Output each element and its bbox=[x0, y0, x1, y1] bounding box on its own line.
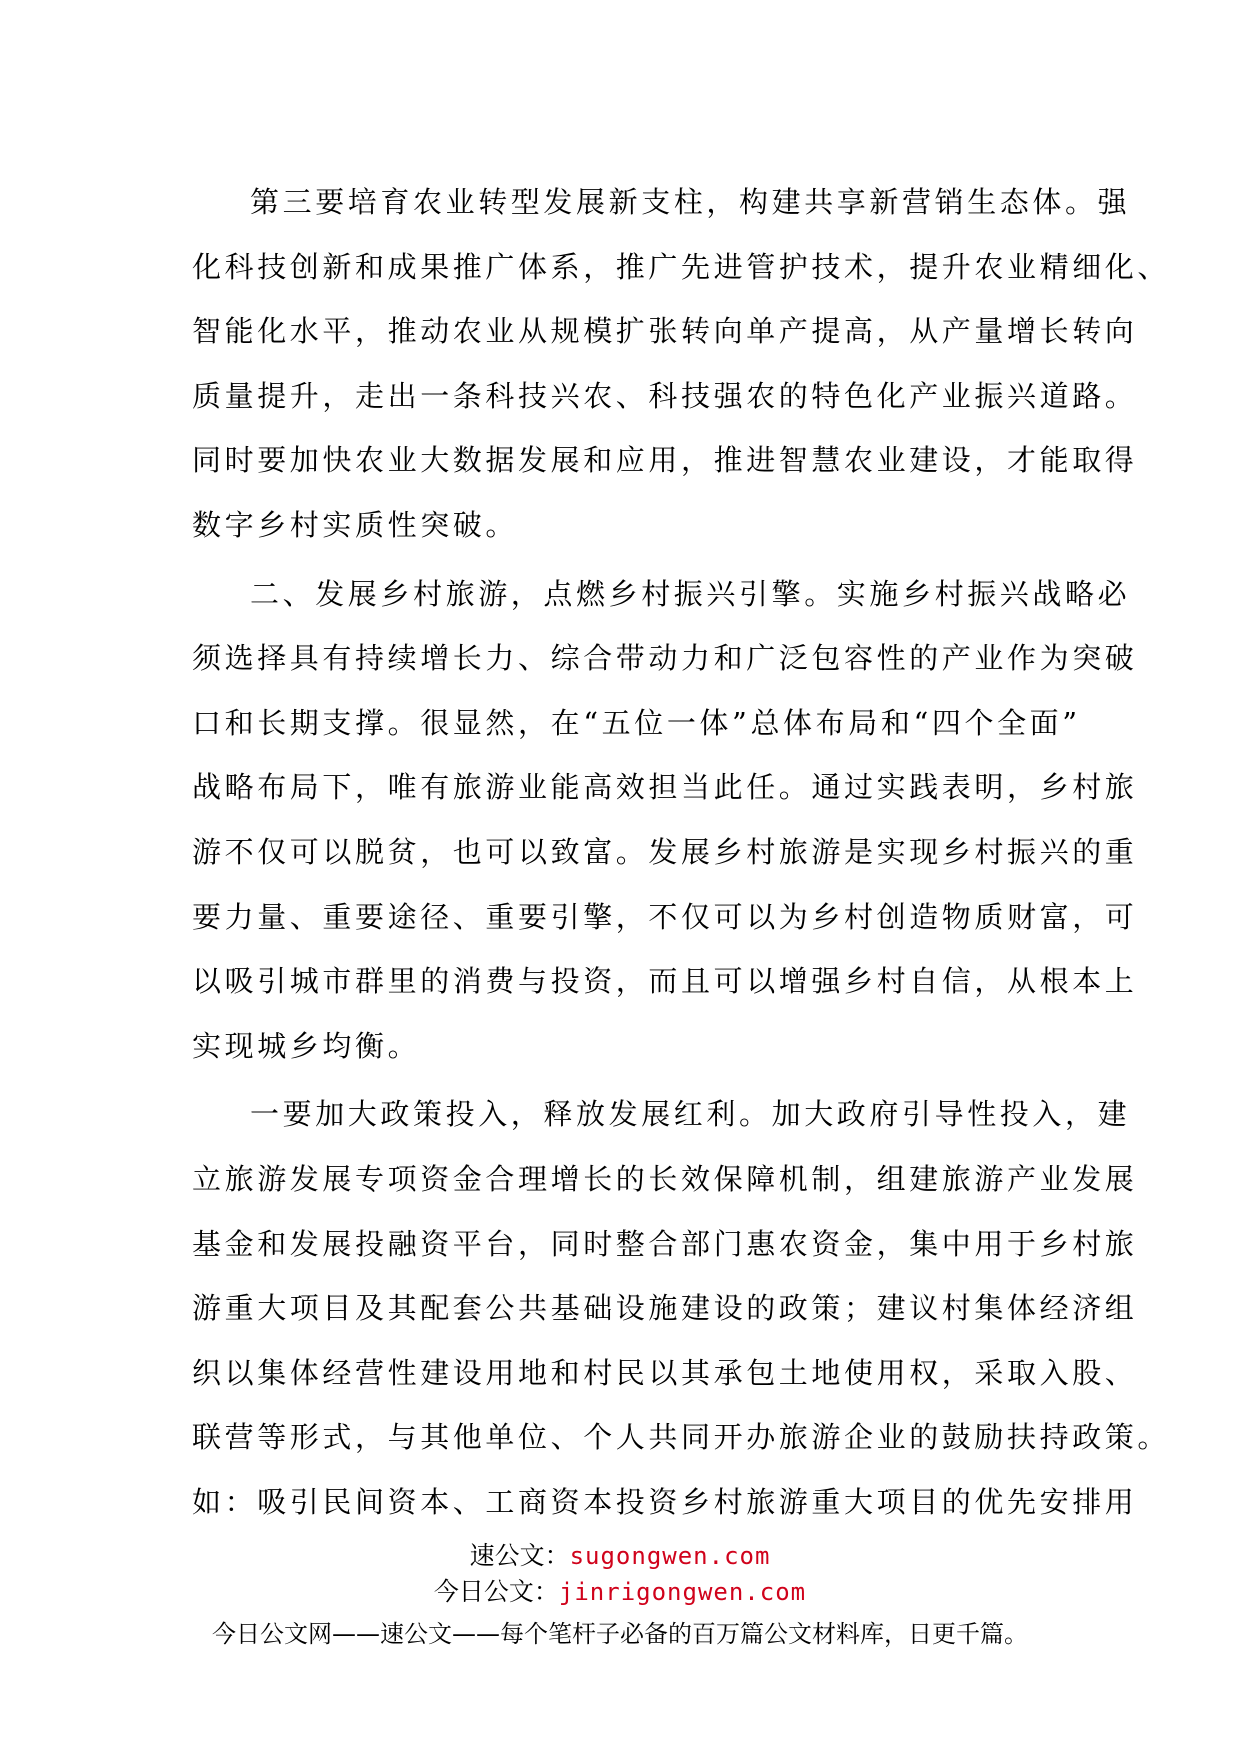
text-line: 数字乡村实质性突破。 bbox=[192, 507, 519, 542]
text-line: 须选择具有持续增长力、综合带动力和广泛包容性的产业作为突破 bbox=[192, 641, 1138, 676]
paragraph-2 bbox=[192, 562, 1138, 1079]
footer-site-jinrigongwen bbox=[0, 1574, 1240, 1610]
paragraph-3 bbox=[192, 1082, 1171, 1534]
text-line: 基金和发展投融资平台，同时整合部门惠农资金，集中用于乡村旅 bbox=[192, 1226, 1138, 1261]
footer-slogan: 今日公文网——速公文——每个笔杆子必备的百万篇公文材料库，日更千篇。 bbox=[212, 1620, 1028, 1648]
text-line: 织以集体经营性建设用地和村民以其承包土地使用权，采取入股、 bbox=[192, 1355, 1138, 1390]
document-body bbox=[192, 170, 1171, 1538]
footer-site-url[interactable]: jinrigongwen.com bbox=[558, 1578, 807, 1606]
text-line: 联营等形式，与其他单位、个人共同开办旅游企业的鼓励扶持政策。 bbox=[192, 1420, 1171, 1455]
text-line: 游不仅可以脱贫，也可以致富。发展乡村旅游是实现乡村振兴的重 bbox=[192, 834, 1138, 869]
text-line: 智能化水平，推动农业从规模扩张转向单产提高，从产量增长转向 bbox=[192, 314, 1138, 349]
paragraph-1 bbox=[192, 170, 1171, 558]
text-line: 化科技创新和成果推广体系，推广先进管护技术，提升农业精细化、 bbox=[192, 249, 1171, 284]
footer-watermark bbox=[0, 1538, 1240, 1654]
text-line: 要力量、重要途径、重要引擎，不仅可以为乡村创造物质财富，可 bbox=[192, 899, 1138, 934]
text-line: 口和长期支撑。很显然，在“五位一体”总体布局和“四个全面” bbox=[192, 705, 1081, 740]
text-line: 二、发展乡村旅游，点燃乡村振兴引擎。实施乡村振兴战略必 bbox=[250, 576, 1131, 611]
text-line: 实现城乡均衡。 bbox=[192, 1028, 421, 1063]
text-line: 质量提升，走出一条科技兴农、科技强农的特色化产业振兴道路。 bbox=[192, 378, 1138, 413]
text-line: 战略布局下，唯有旅游业能高效担当此任。通过实践表明，乡村旅 bbox=[192, 770, 1138, 805]
footer-site-label: 今日公文： bbox=[433, 1577, 559, 1606]
text-line: 游重大项目及其配套公共基础设施建设的政策；建议村集体经济组 bbox=[192, 1291, 1138, 1326]
footer-site-url[interactable]: sugongwen.com bbox=[569, 1542, 771, 1570]
text-line: 一要加大政策投入，释放发展红利。加大政府引导性投入，建 bbox=[250, 1097, 1131, 1132]
text-line: 立旅游发展专项资金合理增长的长效保障机制，组建旅游产业发展 bbox=[192, 1161, 1138, 1196]
text-line: 如：吸引民间资本、工商资本投资乡村旅游重大项目的优先安排用 bbox=[192, 1484, 1138, 1519]
text-line: 第三要培育农业转型发展新支柱，构建共享新营销生态体。强 bbox=[250, 185, 1131, 219]
text-line: 同时要加快农业大数据发展和应用，推进智慧农业建设，才能取得 bbox=[192, 443, 1138, 478]
footer-site-label: 速公文： bbox=[469, 1541, 570, 1570]
footer-site-sugongwen bbox=[0, 1538, 1240, 1574]
text-line: 以吸引城市群里的消费与投资，而且可以增强乡村自信，从根本上 bbox=[192, 964, 1138, 999]
